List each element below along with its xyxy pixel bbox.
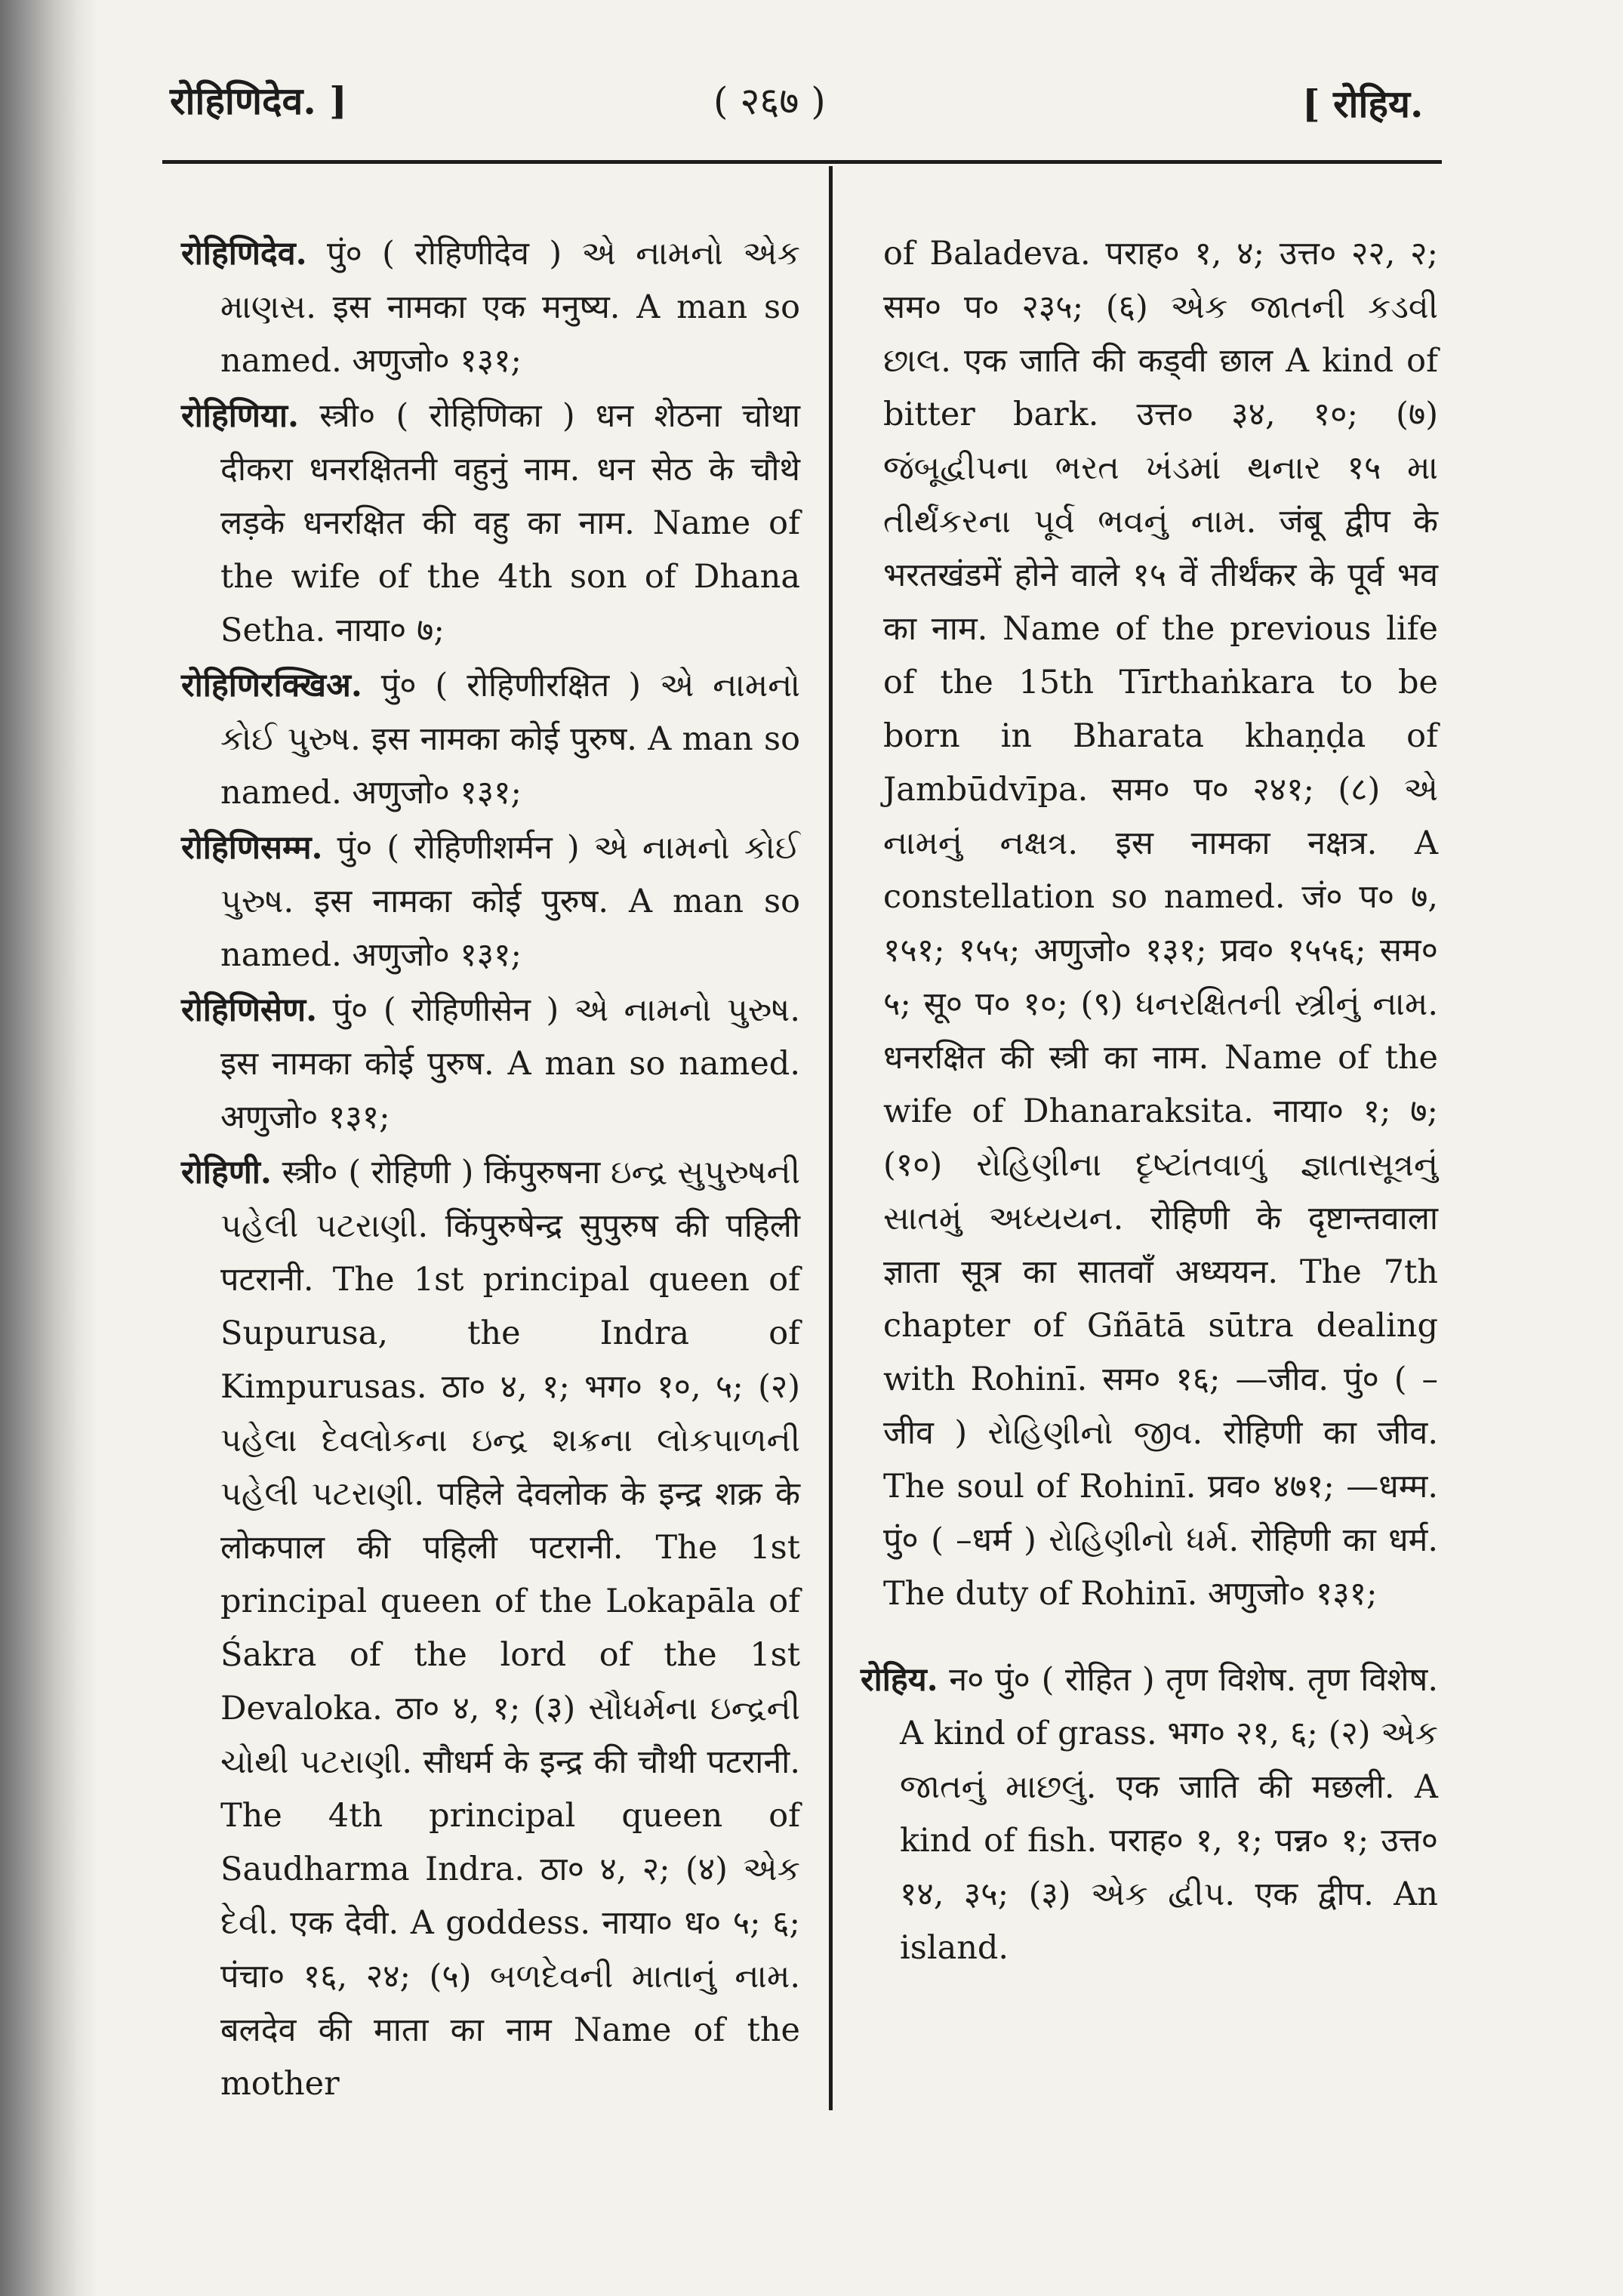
page-header	[0, 68, 1623, 136]
dictionary-entry	[181, 659, 800, 820]
header-rule	[162, 160, 1442, 164]
entry-headword: रोहिणिसेण.	[181, 991, 318, 1029]
dictionary-entry	[181, 1146, 800, 2111]
dictionary-entry	[861, 1653, 1438, 1975]
entry-text: न० पुं० ( रोहित ) तृण विशेष. तृण विशेष. A kind of grass. भग० २१, ६; (२) એક જાતનું માછલું. एक जाति की मछली. A kind of fish. पराह० १, १; पन्न० १; उत्त० १४, ३५; (३) એક દ્વીપ. एक द्वीप. An island.	[900, 1661, 1438, 1967]
page-number: ( २६७ )	[713, 79, 826, 123]
page-binding-shadow	[0, 0, 98, 2296]
entry-continuation	[861, 227, 1438, 1621]
dictionary-entry	[181, 984, 800, 1145]
entry-text: of Baladeva. पराह० १, ४; उत्त० २२, २; सम० प० २३५; (६) એક જાતની કડવી છાલ. एक जाति की कड्वी छाल A kind of bitter bark. उत्त० ३४, १०; (७) જંબૂદ્વીપના ભરત ખંડમાં થનાર १५ મા તીર્થંકરના પૂર્વ ભવનું નામ. जंबू द्वीप के भरतखंडमें होने वाले १५ वें तीर्थंकर के पूर्व भव का नाम. Name of the previous life of the 15th Tīrthaṅkara to be born in Bharata khaṇḍa of Jambūdvīpa. सम० प० २४१; (८) એ નામનું નક્ષત્ર. इस नामका नक्षत्र. A constellation so named. जं० प० ७, १५१; १५५; अणुजो० १३१; प्रव० १५५६; सम० ५; सू० प० १०; (९) ધનરક્ષિતની સ્ત્રીનું નામ. धनरक्षित की स्त्री का नाम. Name of the wife of Dhanaraksita. नाया० १; ७; (१०) રોહિણીના દૃષ્ટાંતવાળું જ્ઞાતાસૂત્રનું સાતમું અધ્યયન. रोहिणी के दृष्टान्तवाला ज्ञाता सूत्र का सातवाँ अध्ययन. The 7th chapter of Gñātā sūtra dealing with Rohinī. सम० १६; —जीव. पुं० ( –जीव ) રોહિણીનો જીવ. रोहिणी का जीव. The soul of Rohinī. प्रव० ४७१; —धम्म. पुं० ( –धर्म ) રોહિણીનો ધર્મ. रोहिणी का धर्म. The duty of Rohinī. अणुजो० १३१;	[883, 235, 1438, 1613]
entry-text: स्त्री० ( रोहिणिका ) धन शेठना चोथा दीकरा धनरक्षितनी वहुनुं नाम. धन सेठ के चौथे लड़के धनरक्षित की वहु का नाम. Name of the wife of the 4th son of Dhana Setha. नाया० ७;	[220, 397, 800, 649]
left-column	[181, 195, 800, 2111]
entry-headword: रोहिणिसम्म.	[181, 829, 323, 867]
header-left-guide-word: रोहिणिदेव. ]	[170, 79, 347, 123]
dictionary-entry	[181, 227, 800, 388]
header-right-guide-word: [ रोहिय.	[1302, 82, 1424, 126]
entry-text: पुं० ( रोहिणीदेव ) એ નામનો એક માણસ. इस नामका एक मनुष्य. A man so named. अणुजो० १३१;	[220, 235, 801, 380]
entry-text: पुं० ( रोहिणीरक्षित ) એ નામનો કોઈ પુરુષ. इस नामका कोई पुरुष. A man so named. अणुजो० १३१;	[220, 667, 800, 812]
entry-text: पुं० ( रोहिणीसेन ) એ નામનો પુરુષ. इस नामका कोई पुरुष. A man so named. अणुजो० १३१;	[220, 991, 800, 1136]
entry-text: स्त्री० ( रोहिणी ) किंपुरुषना ઇન્દ્ર સુપુરુષની પહેલી પટરાણી. किंपुरुषेन्द्र सुपुरुष की पहिली पटरानी. The 1st principal queen of Supurusa, the Indra of Kimpurusas. ठा० ४, १; भग० १०, ५; (२) પહેલા દેવલોકના ઇન્દ્ર શક્રના લોકપાળની પહેલી પટરાણી. पहिले देवलोक के इन्द्र शक्र के लोकपाल की पहिली पटरानी. The 1st principal queen of the Lokapāla of Śakra of the lord of the 1st Devaloka. ठा० ४, १; (३) સૌધર્મના ઇન્દ્રની ચોથી પટરાણી. सौधर्म के इन्द्र की चौथी पटरानी. The 4th principal queen of Saudharma Indra. ठा० ४, २; (४) એક દેવી. एक देवी. A goddess. नाया० ध० ५; ६; पंचा० १६, २४; (५) બળદેવની માતાનું નામ. बलदेव की माता का नाम Name of the mother	[220, 1154, 800, 2103]
right-column	[861, 195, 1438, 1975]
entry-text: पुं० ( रोहिणीशर्मन ) એ નામનો કોઈ પુરુષ. इस नामका कोई पुरुष. A man so named. अणुजो० १३१;	[220, 829, 801, 974]
entry-headword: रोहिणिया.	[181, 397, 299, 435]
entry-headword: रोहिणिरक्खिअ.	[181, 667, 362, 704]
entry-headword: रोहिणी.	[181, 1154, 272, 1191]
dictionary-entry	[181, 821, 800, 982]
entry-headword: रोहिणिदेव.	[181, 235, 307, 273]
entry-headword: रोहिय.	[861, 1661, 938, 1699]
dictionary-entry	[181, 390, 800, 658]
column-divider	[829, 166, 833, 2110]
